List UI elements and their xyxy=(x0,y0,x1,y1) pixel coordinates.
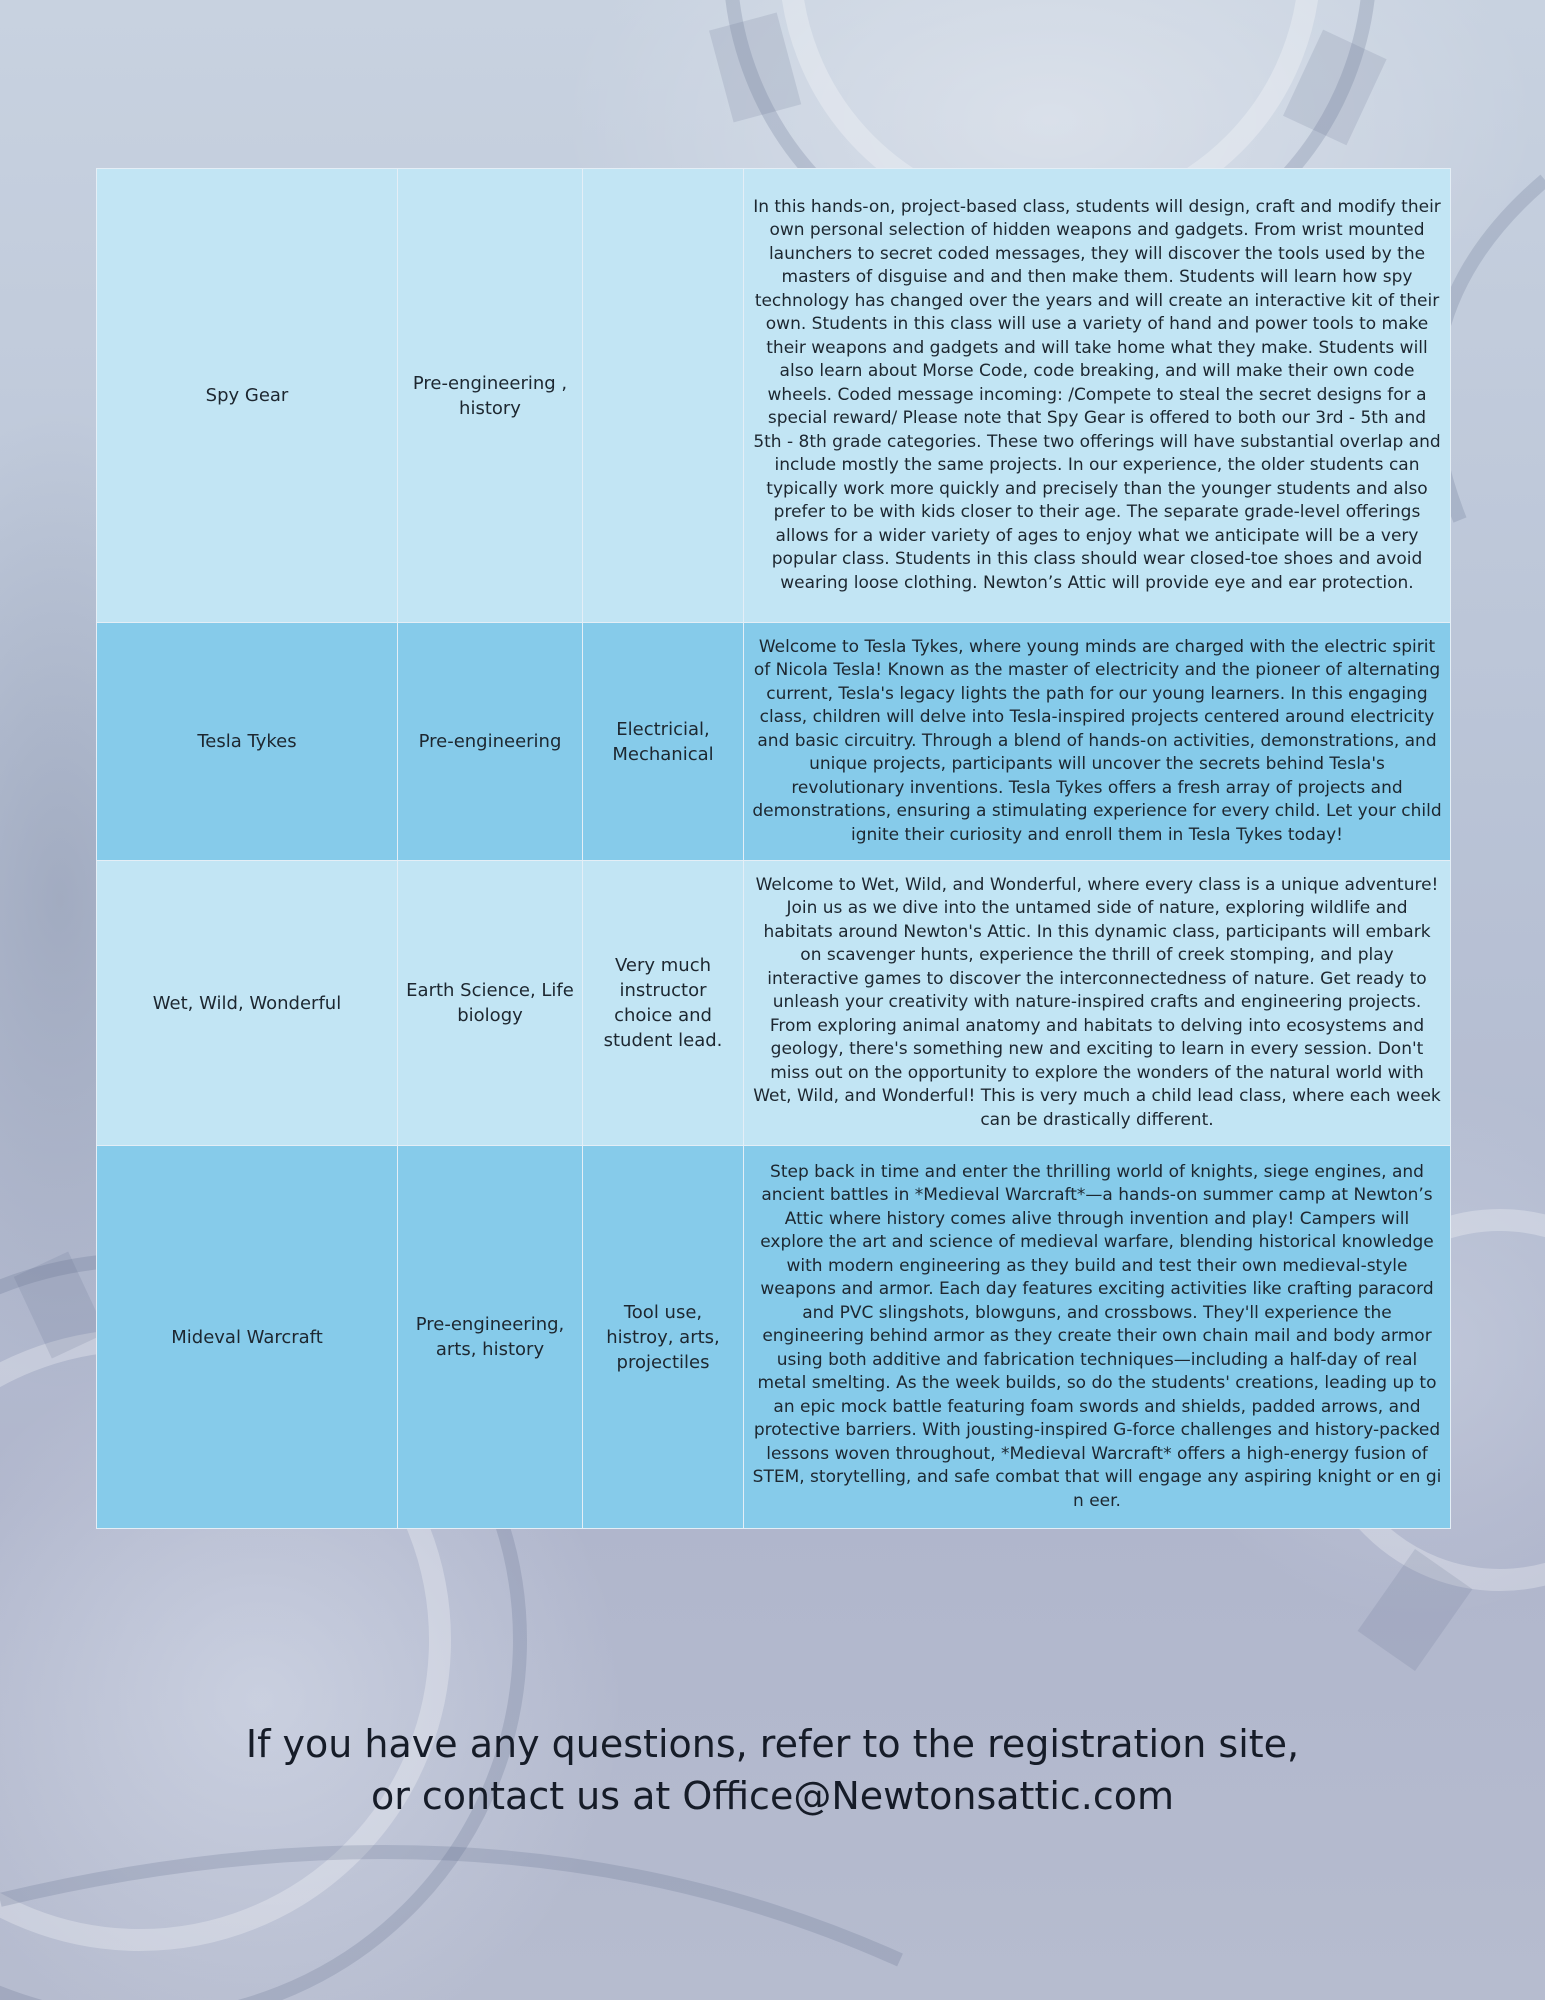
course-name: Tesla Tykes xyxy=(97,623,398,861)
course-table xyxy=(96,168,1451,1529)
footer-line-1: If you have any questions, refer to the registration site, xyxy=(245,1722,1300,1766)
course-skills: Electricial, Mechanical xyxy=(583,623,744,861)
course-name: Wet, Wild, Wonderful xyxy=(97,861,398,1146)
course-description: In this hands-on, project-based class, students will design, craft and modify their own personal selection of hidden weapons and gadgets. From wrist mounted launchers to secret coded messages, they will discover the tools used by the masters of disguise and and then make them. Students will learn how spy technology has changed over the years and will create an interactive kit of their own. Students in this class will use a variety of hand and power tools to make their weapons and gadgets and will take home what they make. Students will also learn about Morse Code, code breaking, and will make their own code wheels. Coded message incoming: /Compete to steal the secret designs for a special reward/ Please note that Spy Gear is offered to both our 3rd - 5th and 5th - 8th grade categories. These two offerings will have substantial overlap and include mostly the same projects. In our experience, the older students can typically work more quickly and precisely than the younger students and also prefer to be with kids closer to their age. The separate grade-level offerings allows for a wider variety of ages to enjoy what we anticipate will be a very popular class. Students in this class should wear closed-toe shoes and avoid wearing loose clothing. Newton’s Attic will provide eye and ear protection. xyxy=(744,169,1451,623)
course-skills: Very much instructor choice and student lead. xyxy=(583,861,744,1146)
contact-footer xyxy=(0,1718,1545,1822)
course-skills xyxy=(583,169,744,623)
table-row xyxy=(97,623,1451,861)
course-skills: Tool use, histroy, arts, projectiles xyxy=(583,1146,744,1529)
footer-line-2: or contact us at Office@Newtonsattic.com xyxy=(370,1774,1175,1818)
course-description: Welcome to Tesla Tykes, where young minds are charged with the electric spirit of Nicola Tesla! Known as the master of electricity and the pioneer of alternating current, Tesla's legacy lights the path for our young learners. In this engaging class, children will delve into Tesla-inspired projects centered around electricity and basic circuitry. Through a blend of hands-on activities, demonstrations, and unique projects, participants will uncover the secrets behind Tesla's revolutionary inventions. Tesla Tykes offers a fresh array of projects and demonstrations, ensuring a stimulating experience for every child. Let your child ignite their curiosity and enroll them in Tesla Tykes today! xyxy=(744,623,1451,861)
course-subjects: Pre-engineering xyxy=(398,623,583,861)
course-description: Step back in time and enter the thrilling world of knights, siege engines, and ancient battles in *Medieval Warcraft*—a hands-on summer camp at Newton’s Attic where history comes alive through invention and play! Campers will explore the art and science of medieval warfare, blending historical knowledge with modern engineering as they build and test their own medieval-style weapons and armor. Each day features exciting activities like crafting paracord and PVC slingshots, blowguns, and crossbows. They'll experience the engineering behind armor as they create their own chain mail and body armor using both additive and fabrication techniques—including a half-day of real metal smelting. As the week builds, so do the students' creations, leading up to an epic mock battle featuring foam swords and shields, padded arrows, and protective barriers. With jousting-inspired G-force challenges and history-packed lessons woven throughout, *Medieval Warcraft* offers a high-energy fusion of STEM, storytelling, and safe combat that will engage any aspiring knight or en gi n eer. xyxy=(744,1146,1451,1529)
course-description: Welcome to Wet, Wild, and Wonderful, where every class is a unique adventure! Join us as we dive into the untamed side of nature, exploring wildlife and habitats around Newton's Attic. In this dynamic class, participants will embark on scavenger hunts, experience the thrill of creek stomping, and play interactive games to discover the interconnectedness of nature. Get ready to unleash your creativity with nature-inspired crafts and engineering projects. From exploring animal anatomy and habitats to delving into ecosystems and geology, there's something new and exciting to learn in every session. Don't miss out on the opportunity to explore the wonders of the natural world with Wet, Wild, and Wonderful! This is very much a child lead class, where each week can be drastically different. xyxy=(744,861,1451,1146)
course-subjects-continued: biology xyxy=(457,1005,523,1026)
course-name: Spy Gear xyxy=(97,169,398,623)
course-subjects: Pre-engineering, arts, history xyxy=(398,1146,583,1529)
table-row xyxy=(97,861,1451,1146)
course-subjects: Pre-engineering , history xyxy=(398,169,583,623)
course-subjects: Earth Science, Life xyxy=(406,980,574,1001)
course-subjects-cell xyxy=(398,861,583,1146)
table-row xyxy=(97,169,1451,623)
table-row xyxy=(97,1146,1451,1529)
course-name: Mideval Warcraft xyxy=(97,1146,398,1529)
